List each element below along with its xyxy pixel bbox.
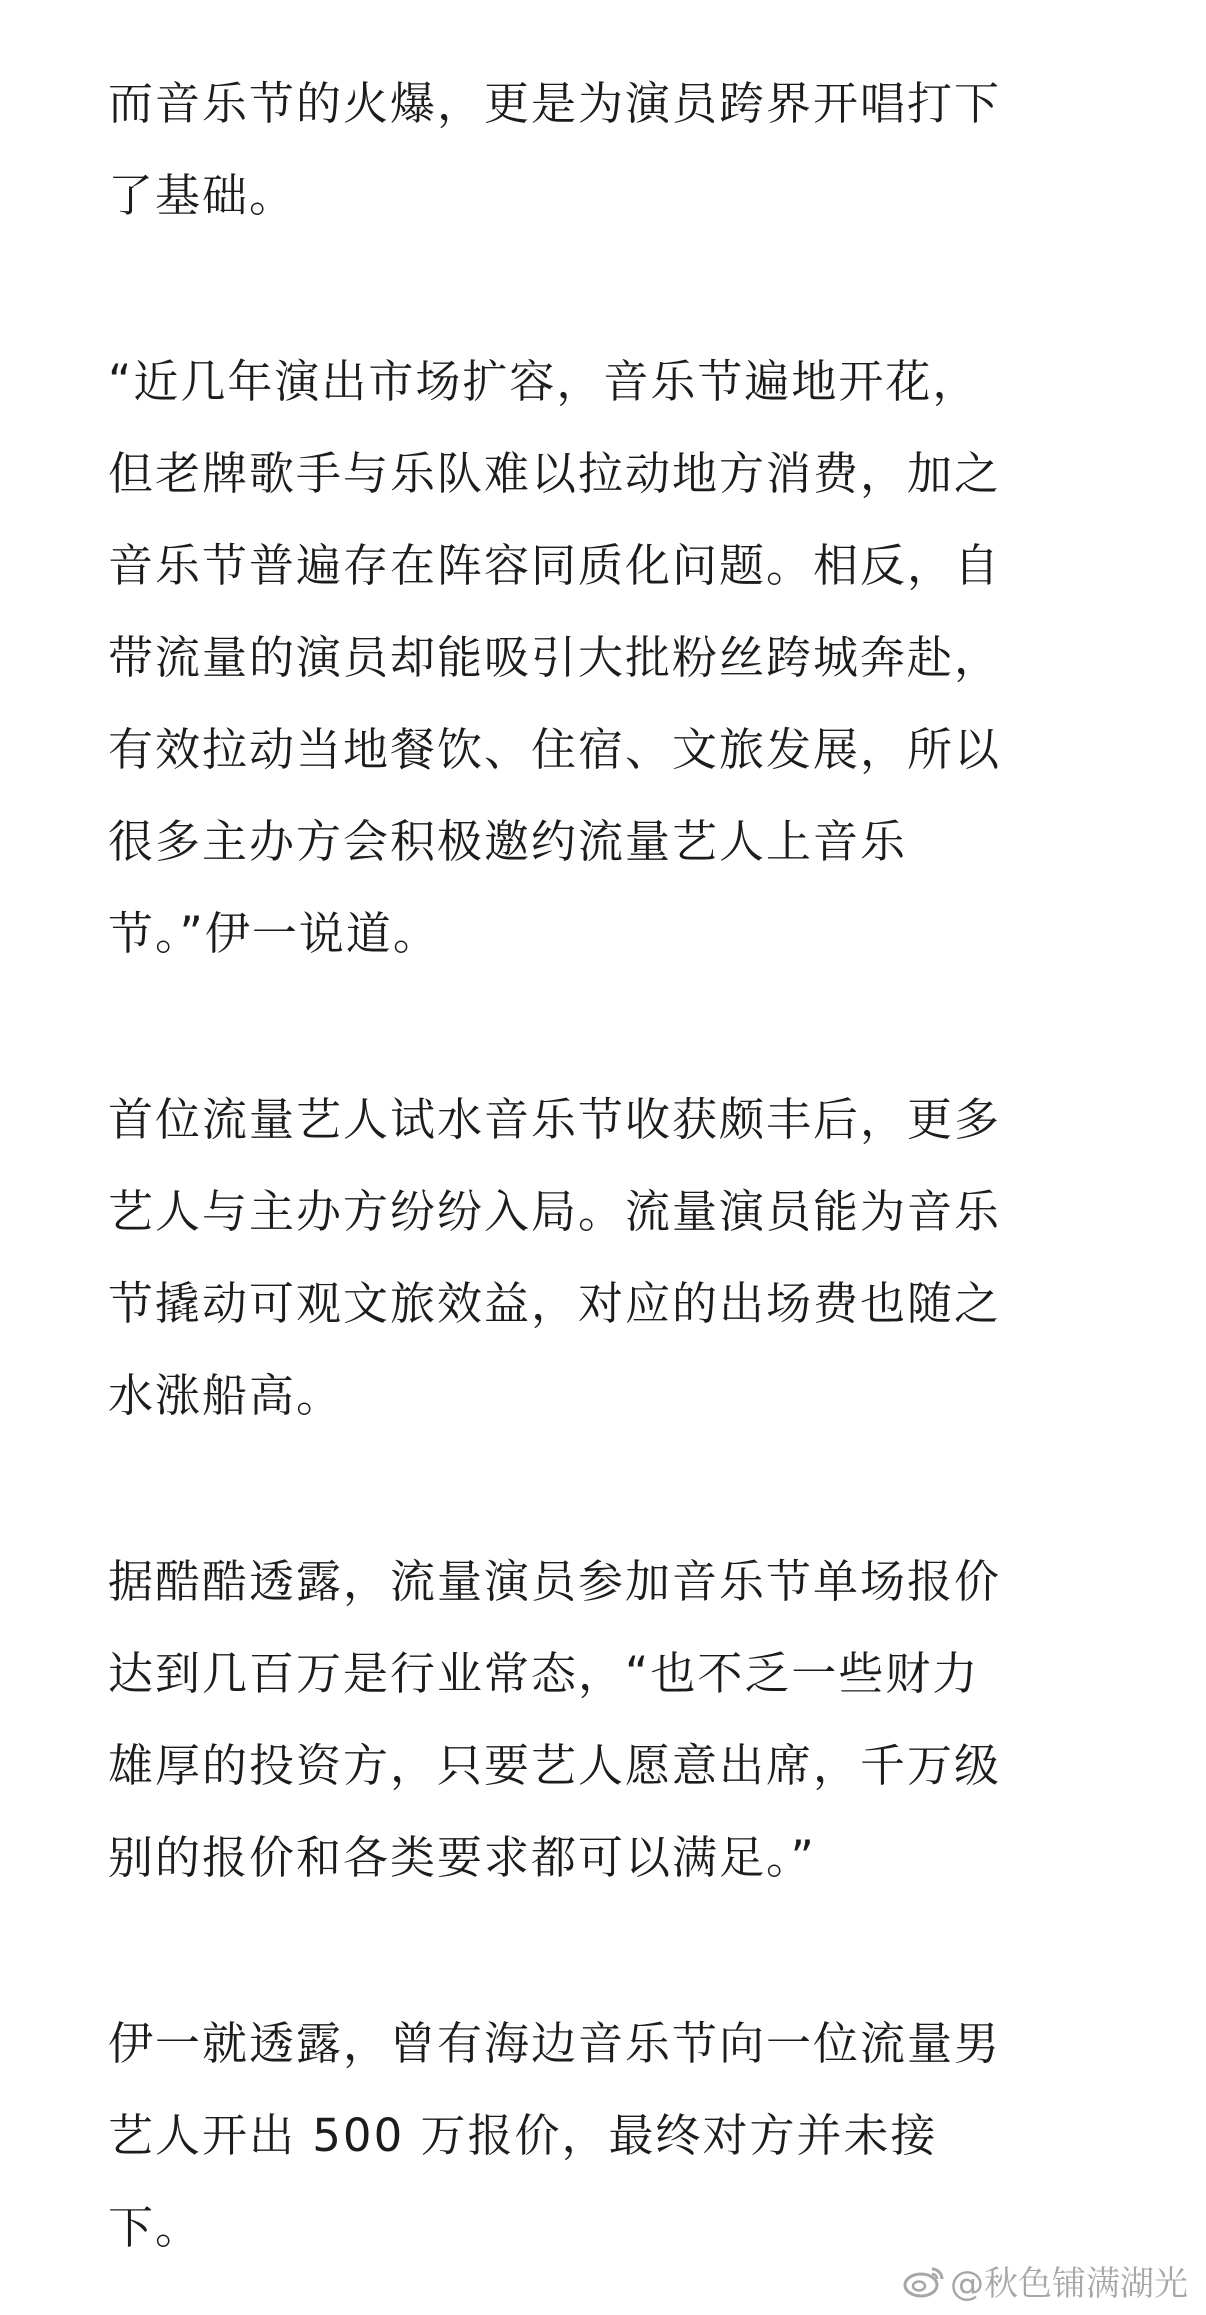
paragraph-1: 而音乐节的火爆，更是为演员跨界开唱打下 了基础。 — [108, 77, 1002, 222]
paragraph-4: 据酷酷透露，流量演员参加音乐节单场报价 达到几百万是行业常态，“也不乏一些财力 雄厚的投资方，只要艺人愿意出席，千万级 别的报价和各类要求都可以满足。” — [108, 1555, 1002, 1884]
paragraph-5: 伊一就透露，曾有海边音乐节向一位流量男 艺人开出 500 万报价，最终对方并未接 下。 — [108, 2017, 1002, 2254]
watermark-text: @秋色铺满湖光 — [950, 2264, 1188, 2304]
article-body — [108, 58, 1108, 2274]
paragraph-2: “近几年演出市场扩容，音乐节遍地开花， 但老牌歌手与乐队难以拉动地方消费，加之 音乐节普遍存在阵容同质化问题。相反，自 带流量的演员却能吸引大批粉丝跨城奔赴， 有效拉动当地餐饮、住宿、文旅发展，所以 很多主办方会积极邀约流量艺人上音乐 节。”伊一说道。 — [108, 355, 1002, 960]
paragraph-3: 首位流量艺人试水音乐节收获颇丰后，更多 艺人与主办方纷纷入局。流量演员能为音乐 节撬动可观文旅效益，对应的出场费也随之 水涨船高。 — [108, 1093, 1002, 1422]
weibo-icon — [902, 2263, 946, 2299]
watermark — [902, 2256, 1188, 2305]
